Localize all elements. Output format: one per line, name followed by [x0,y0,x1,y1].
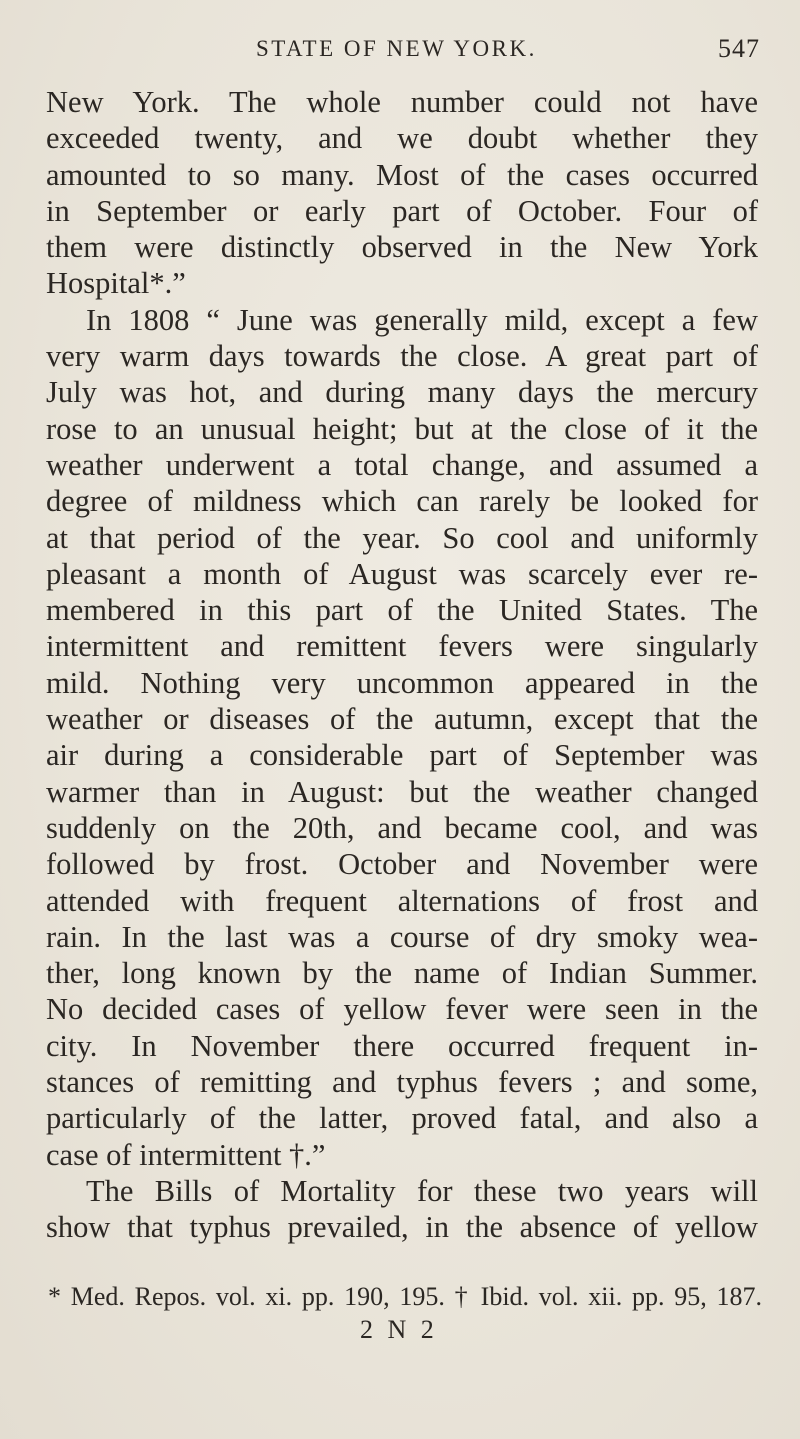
text-line: attended with frequent alternations of frost and [46,883,758,918]
body-text [46,84,758,1246]
text-line: Hospital*.” [46,266,186,301]
text-line: No decided cases of yellow fever were seen in the [46,992,758,1027]
text-line: very warm days towards the close. A great part of [46,339,758,374]
footnote: * Med. Repos. vol. xi. pp. 190, 195. † Ibid. vol. xii. pp. 95, 187. [48,1282,762,1311]
text-line: rain. In the last was a course of dry smoky wea- [46,919,758,954]
text-line: pleasant a month of August was scarcely ever re- [46,556,758,591]
text-line: particularly of the latter, proved fatal, and also a [46,1101,758,1136]
text-line: intermittent and remittent fevers were singularly [46,629,758,664]
text-line: warmer than in August: but the weather changed [46,774,758,809]
signature-mark: 2 N 2 [360,1315,438,1344]
text-line: rose to an unusual height; but at the close of it the [46,411,758,446]
page-number: 547 [718,34,760,63]
text-line: case of intermittent †.” [46,1137,326,1172]
text-line: stances of remitting and typhus fevers ; and some, [46,1065,758,1100]
text-line: suddenly on the 20th, and became cool, and was [46,810,758,845]
text-line: air during a considerable part of September was [46,738,758,773]
text-line: membered in this part of the United States. The [46,593,758,628]
text-line: In 1808 “ June was generally mild, except a few [86,302,758,337]
running-head [80,28,760,68]
text-line: amounted to so many. Most of the cases occurred [46,157,758,192]
text-line: July was hot, and during many days the mercury [46,375,758,410]
text-line: in September or early part of October. Four of [46,193,758,228]
text-line: ther, long known by the name of Indian Summer. [46,956,758,991]
text-line: New York. The whole number could not have [46,85,758,119]
text-line: them were distinctly observed in the New York [46,230,758,265]
running-title: STATE OF NEW YORK. [256,36,537,61]
text-line: exceeded twenty, and we doubt whether they [46,121,758,156]
text-line: city. In November there occurred frequent in- [46,1028,758,1063]
text-line: show that typhus prevailed, in the absence of yellow [46,1210,758,1245]
text-line: followed by frost. October and November were [46,847,758,882]
text-line: weather underwent a total change, and assumed a [46,447,758,482]
text-line: degree of mildness which can rarely be looked for [46,484,758,519]
text-line: at that period of the year. So cool and uniformly [46,520,758,555]
text-line: The Bills of Mortality for these two years will [86,1173,758,1208]
text-line: weather or diseases of the autumn, except that the [46,702,758,737]
text-line: mild. Nothing very uncommon appeared in the [46,665,758,700]
